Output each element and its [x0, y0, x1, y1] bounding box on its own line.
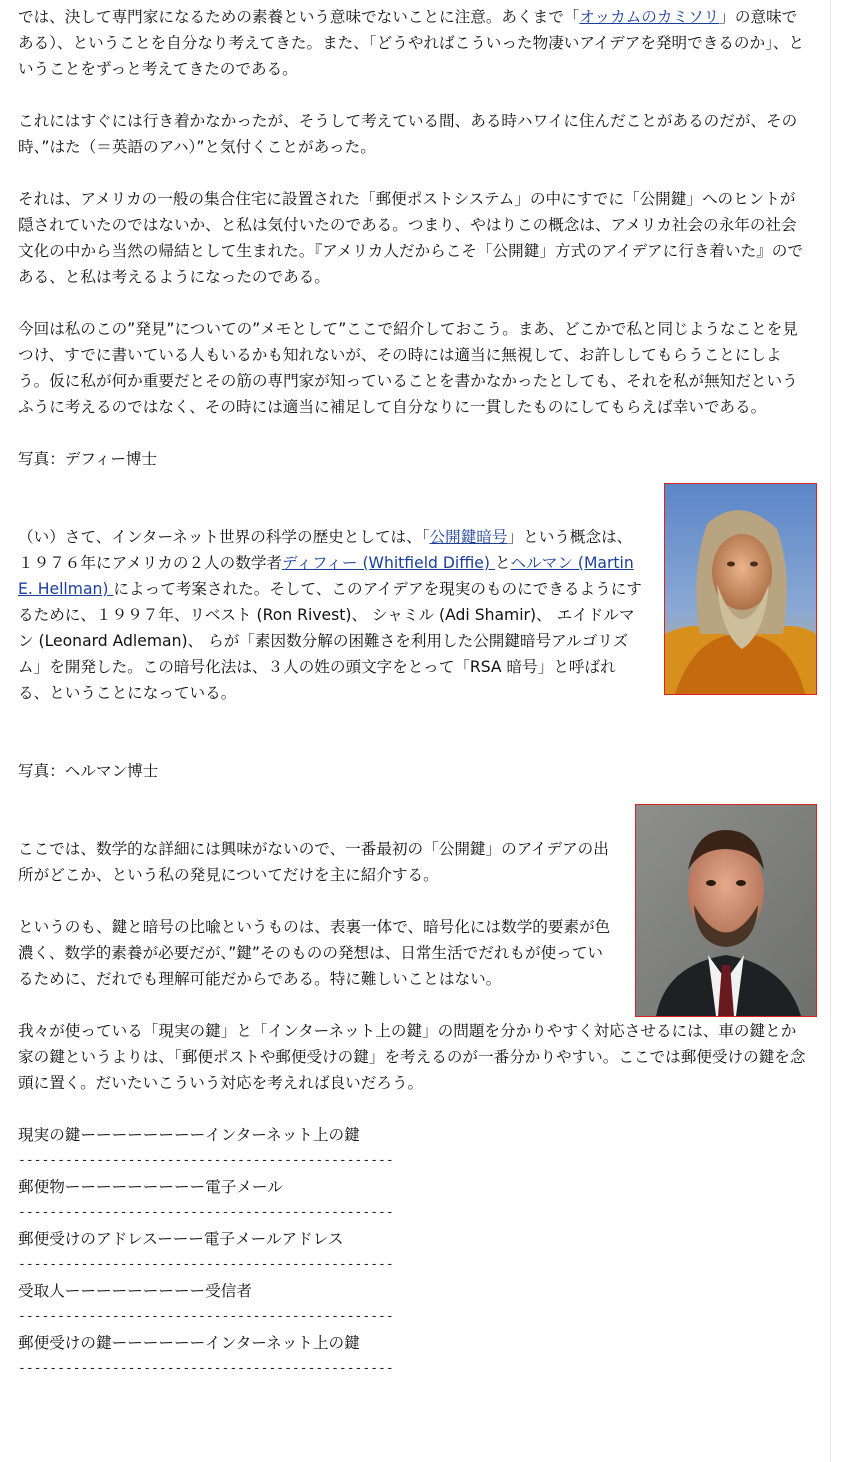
mapping-row: 郵便物ーーーーーーーーー電子メール — [18, 1178, 283, 1196]
separator-line: ------------------------------------------------ — [18, 1205, 394, 1220]
paragraph-origin: ここでは、数学的な詳細には興味がないので、一番最初の「公開鍵」のアイデアの出所がどこか、という私の発見についてだけを主に紹介する。 — [18, 840, 609, 884]
paragraph-history — [18, 524, 646, 706]
text: 」の意味である）、ということを自分なり考えてきた。また、「どうやればこういった物凄いアイデアを発明できるのか」、ということをずっと考えてきたのである。 — [18, 8, 805, 78]
paragraph-metaphor: というのも、鍵と暗号の比喩というものは、表裏一体で、暗号化には数学的要素が色濃く、数学的素養が必要だが、”鍵”そのものの発想は、日常生活でだれもが使っているために、だれでも理解可能だからである。特に難しいことはない。 — [18, 918, 611, 988]
hellman-link[interactable]: ヘルマン (Martin E. Hellman) — [18, 554, 634, 598]
page-right-border — [830, 0, 831, 1462]
text: と — [494, 554, 511, 572]
hellman-photo — [635, 804, 817, 1017]
photo-caption-hellman: 写真：ヘルマン博士 — [18, 762, 159, 780]
public-key-crypto-link[interactable]: 公開鍵暗号 — [429, 528, 508, 546]
key-mapping-list — [18, 1122, 810, 1382]
text: 」という概念は、１９７６年にアメリカの２人の数学者 — [18, 528, 633, 572]
diffie-photo — [664, 483, 817, 695]
paragraph-postbox-system: それは、アメリカの一般の集合住宅に設置された「郵便ポストシステム」の中にすでに「公開鍵」へのヒントが隠されていたのではないか、と私は気付いたのである。つまり、やはりこの概念は、アメリカ社会の永年の社会文化の中から当然の帰結として生まれた。『アメリカ人だからこそ「公開鍵」方式のアイデアに行き着いた』のである、と私は考えるようになったのである。 — [18, 190, 803, 286]
photo-caption-diffie: 写真：デフィー博士 — [18, 450, 158, 468]
paragraph-memo: 今回は私のこの”発見”についての”メモとして”ここで紹介しておこう。まあ、どこかで私と同じようなことを見つけ、すでに書いている人もいるかも知れないが、その時には適当に無視して、お許ししてもらうことにしよう。仮に私が何か重要だとその筋の専門家が知っていることを書かなかったとしても、それを私が無知だというふうに考えるのではなく、その時には適当に補足して自分なりに一貫したものにしてもらえば幸いである。 — [18, 320, 798, 416]
text: （い）さて、インターネット世界の科学の歴史としては、「 — [18, 528, 430, 546]
mapping-row: 郵便受けのアドレスーーー電子メールアドレス — [18, 1230, 344, 1248]
paragraph-mailbox-key: 我々が使っている「現実の鍵」と「インターネット上の鍵」の問題を分かりやすく対応させるには、車の鍵とか家の鍵というよりは、「郵便ポストや郵便受けの鍵」を考えるのが一番分かりやすい。ここでは郵便受けの鍵を念頭に置く。だいたいこういう対応を考えれば良いだろう。 — [18, 1022, 806, 1092]
paragraph-occam — [18, 4, 810, 82]
text: によって考案された。そして、このアイデアを現実のものにできるようにするために、１９９７年、リベスト (Ron Rivest)、 シャミル (Adi Shamir)、 エイドルマン (Leonard Adleman)、 らが「素因数分解の困難さを利用した公開鍵暗号アルゴリズム」を開発した。この暗号化法は、３人の姓の頭文字をとって「RSA 暗号」と呼ばれる、ということになっている。 — [18, 580, 642, 702]
separator-line: ------------------------------------------------ — [18, 1309, 394, 1324]
occam-razor-link[interactable]: オッカムのカミソリ — [579, 8, 720, 26]
mapping-row: 受取人ーーーーーーーーー受信者 — [18, 1282, 252, 1300]
text: では、決して専門家になるための素養という意味でないことに注意。あくまで「 — [18, 8, 580, 26]
paragraph-hawaii: これにはすぐには行き着かなかったが、そうして考えている間、ある時ハワイに住んだことがあるのだが、その時、”はた（＝英語のアハ）”と気付くことがあった。 — [18, 112, 798, 156]
mapping-row: 郵便受けの鍵ーーーーーーインターネット上の鍵 — [18, 1334, 360, 1352]
separator-line: ------------------------------------------------ — [18, 1257, 394, 1272]
separator-line: ------------------------------------------------ — [18, 1361, 394, 1376]
diffie-link[interactable]: ディフィー (Whitfield Diffie) — [282, 554, 495, 572]
mapping-row: 現実の鍵ーーーーーーーーインターネット上の鍵 — [18, 1126, 360, 1144]
separator-line: ------------------------------------------------ — [18, 1153, 394, 1168]
